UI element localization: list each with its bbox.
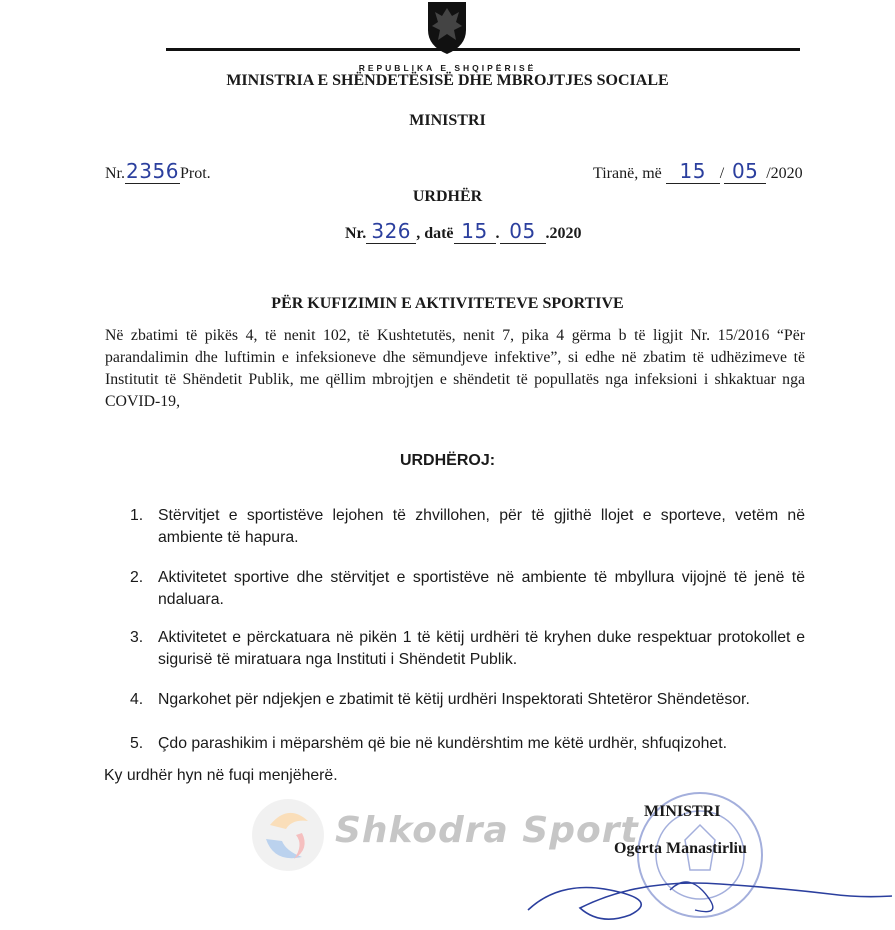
protocol-nr-field [125,159,180,184]
signatory-title: MINISTRI [644,803,721,820]
item-text: Stërvitjet e sportistëve lejohen të zhvillohen, për të gjithë llojet e sporteve, vetëm në ambiente të hapura. [158,507,805,546]
order-nr-label: Nr. [345,225,367,242]
item-number: 3. [130,629,144,646]
item-number: 5. [130,735,144,752]
ministry-title: MINISTRIA E SHËNDETËSISË DHE MBROJTJES SOCIALE [226,72,669,89]
order-item [130,567,805,611]
handwritten-signature-icon [520,860,895,926]
protocol-nr-value: 2356 [126,159,179,183]
watermark-text: Shkodra Sport [335,810,639,851]
order-date-label: , datë [416,225,454,242]
order-item [130,733,805,755]
subject-heading: PËR KUFIZIMIN E AKTIVITETEVE SPORTIVE [271,295,624,312]
order-nr-field [366,219,416,244]
place-label: Tiranë, më [593,165,662,182]
item-text: Ngarkohet për ndjekjen e zbatimit të këtij urdhëri Inspektorati Shtetëror Shëndetësor. [158,691,750,708]
protocol-nr-label: Nr. [105,165,125,182]
signatory-name: Ogerta Manastirliu [614,840,747,857]
orders-heading: URDHËROJ: [399,452,496,469]
order-number-line [345,219,582,244]
order-item [130,627,805,671]
protocol-prot-label: Prot. [180,165,211,182]
protocol-date [593,159,803,184]
order-day-value: 15 [461,219,488,243]
protocol-number [105,159,211,184]
item-text: Çdo parashikim i mëparshëm që bie në kundërshtim me këtë urdhër, shfuqizohet. [158,735,727,752]
item-text: Aktivitetet sportive dhe stërvitjet e sportistëve në ambiente të mbyllura vijojnë të jenë të ndaluara. [158,569,805,608]
order-year: .2020 [545,225,582,242]
republic-label: REPUBLIKA E SHQIPËRISË [358,63,537,73]
date-separator: / [719,165,725,182]
order-month-field [500,219,546,244]
day-value: 15 [679,159,706,183]
day-field [666,159,720,184]
month-field [724,159,766,184]
order-item [130,689,805,711]
office-title: MINISTRI [409,112,486,129]
item-number: 2. [130,569,144,586]
header-rule [166,48,800,51]
preamble-paragraph: Në zbatimi të pikës 4, të nenit 102, të Kushtetutës, nenit 7, pika 4 gërma b të ligjit Nr. 15/2016 “Për parandalimin dhe luftimin e infeksioneve dhe sëmundjeve infektive”, si edhe në zbatim të udhëzimeve të Institutit të Shëndetit Publik, me qëllim mbrojtjen e shëndetit të popullatës nga infeksioni i shkaktuar nga COVID-19, [105,327,805,410]
closing-statement: Ky urdhër hyn në fuqi menjëherë. [104,767,338,784]
order-title: URDHËR [412,188,483,205]
item-text: Aktivitetet e përckatuara në pikën 1 të këtij urdhëri të kryhen duke respektuar protokollet e sigurisë të miratuara nga Instituti i Shëndetit Publik. [158,629,805,668]
albanian-eagle-emblem-icon [422,0,472,55]
order-date-dot: . [495,225,500,242]
month-value: 05 [731,159,759,183]
year-value: /2020 [766,165,803,182]
order-nr-value: 326 [371,219,412,243]
order-item [130,505,805,549]
order-day-field [454,219,496,244]
item-number: 1. [130,507,144,524]
order-month-value: 05 [509,219,536,243]
item-number: 4. [130,691,144,708]
